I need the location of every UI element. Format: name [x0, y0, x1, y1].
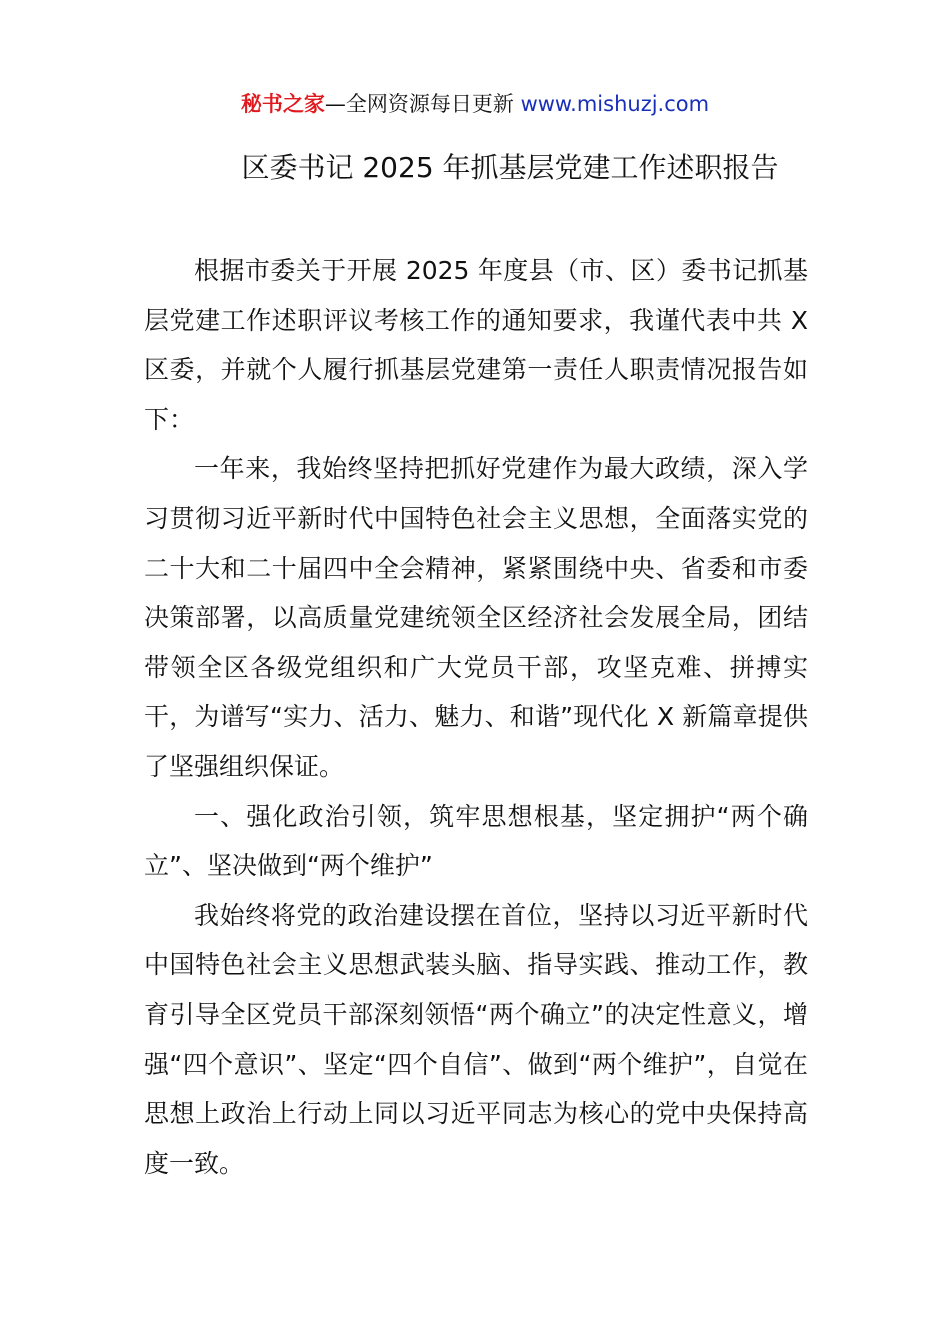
intro-paragraph: 根据市委关于开展 2025 年度县（市、区）委书记抓基层党建工作述职评议考核工作的通知要求，我谨代表中共 X 区委，并就个人履行抓基层党建第一责任人职责情况报告如下：: [144, 256, 808, 434]
site-brand: 秘书之家: [240, 92, 325, 116]
section-paragraph: 我始终将党的政治建设摆在首位，坚持以习近平新时代中国特色社会主义思想武装头脑、指导实践、推动工作，教育引导全区党员干部深刻领悟“两个确立”的决定性意义，增强“四个意识”、坚定“四个自信”、做到“两个维护”，自觉在思想上政治上行动上同以习近平同志为核心的党中央保持高度一致。: [144, 900, 808, 1178]
section-heading: 一、强化政治引领，筑牢思想根基，坚定拥护“两个确立”、坚决做到“两个维护”: [144, 801, 808, 881]
document-body: [144, 246, 808, 1188]
site-url-link[interactable]: www.mishuzj.com: [520, 92, 710, 116]
document-title: 区委书记 2025 年抓基层党建工作述职报告: [241, 151, 779, 184]
summary-paragraph: 一年来，我始终坚持把抓好党建作为最大政绩，深入学习贯彻习近平新时代中国特色社会主义思想，全面落实党的二十大和二十届四中全会精神，紧紧围绕中央、省委和市委决策部署，以高质量党建统领全区经济社会发展全局，团结带领全区各级党组织和广大党员干部，攻坚克难、拼搏实干，为谱写“实力、活力、魅力、和谐”现代化 X 新篇章提供了坚强组织保证。: [144, 454, 808, 781]
site-tagline: —全网资源每日更新: [324, 92, 521, 116]
site-header: [0, 88, 950, 120]
